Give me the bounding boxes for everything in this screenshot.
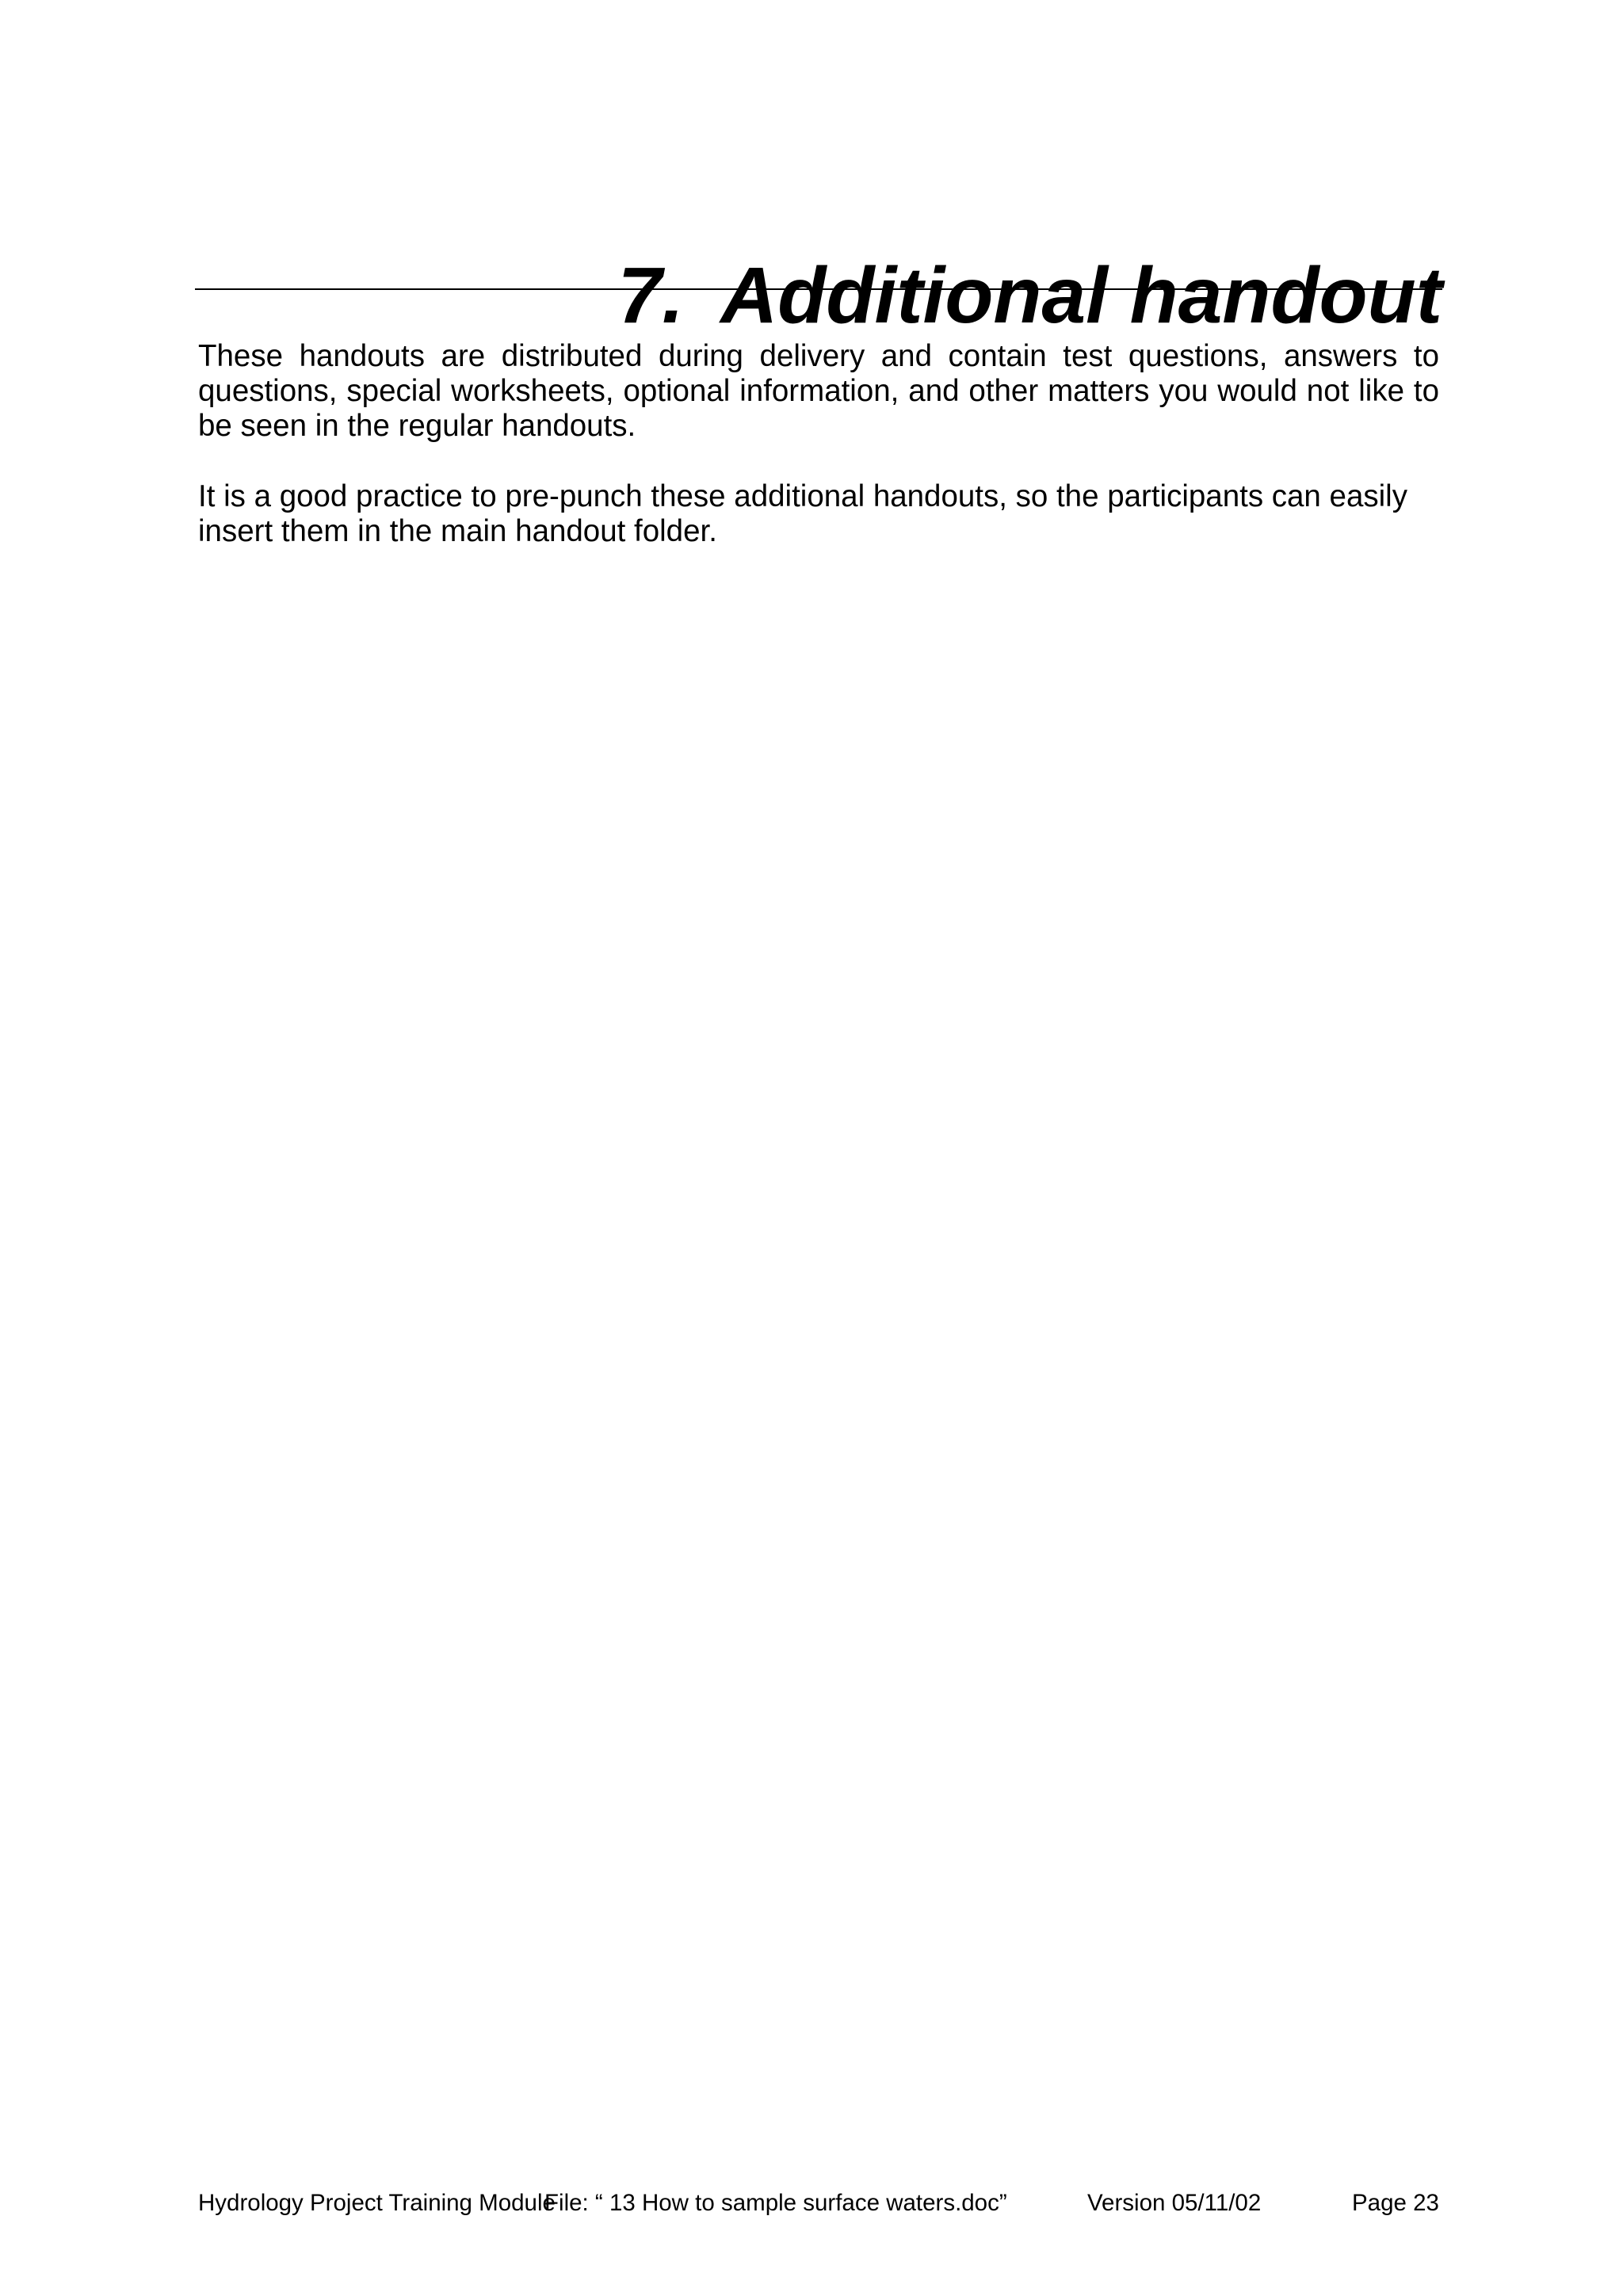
body-paragraph-2: It is a good practice to pre-punch these additional handouts, so the participants can easily insert them in the main handout folder. xyxy=(198,479,1407,548)
heading-underline xyxy=(195,288,1442,290)
footer-version: Version 05/11/02 xyxy=(1087,2190,1262,2216)
footer-file-name: File: “ 13 How to sample surface waters.doc” xyxy=(544,2190,1007,2216)
footer-page-number: Page 23 xyxy=(1352,2190,1439,2216)
footer-module-name: Hydrology Project Training Module xyxy=(198,2190,556,2216)
section-number: 7. xyxy=(617,251,685,340)
page-footer xyxy=(0,2187,1623,2219)
section-title: Additional handout xyxy=(720,251,1442,340)
body-paragraph-1: These handouts are distributed during delivery and contain test questions, answers to questions, special worksheets, optional information, and other matters you would not like to be seen in the regular handouts. xyxy=(198,339,1439,443)
section-heading xyxy=(195,251,1442,340)
